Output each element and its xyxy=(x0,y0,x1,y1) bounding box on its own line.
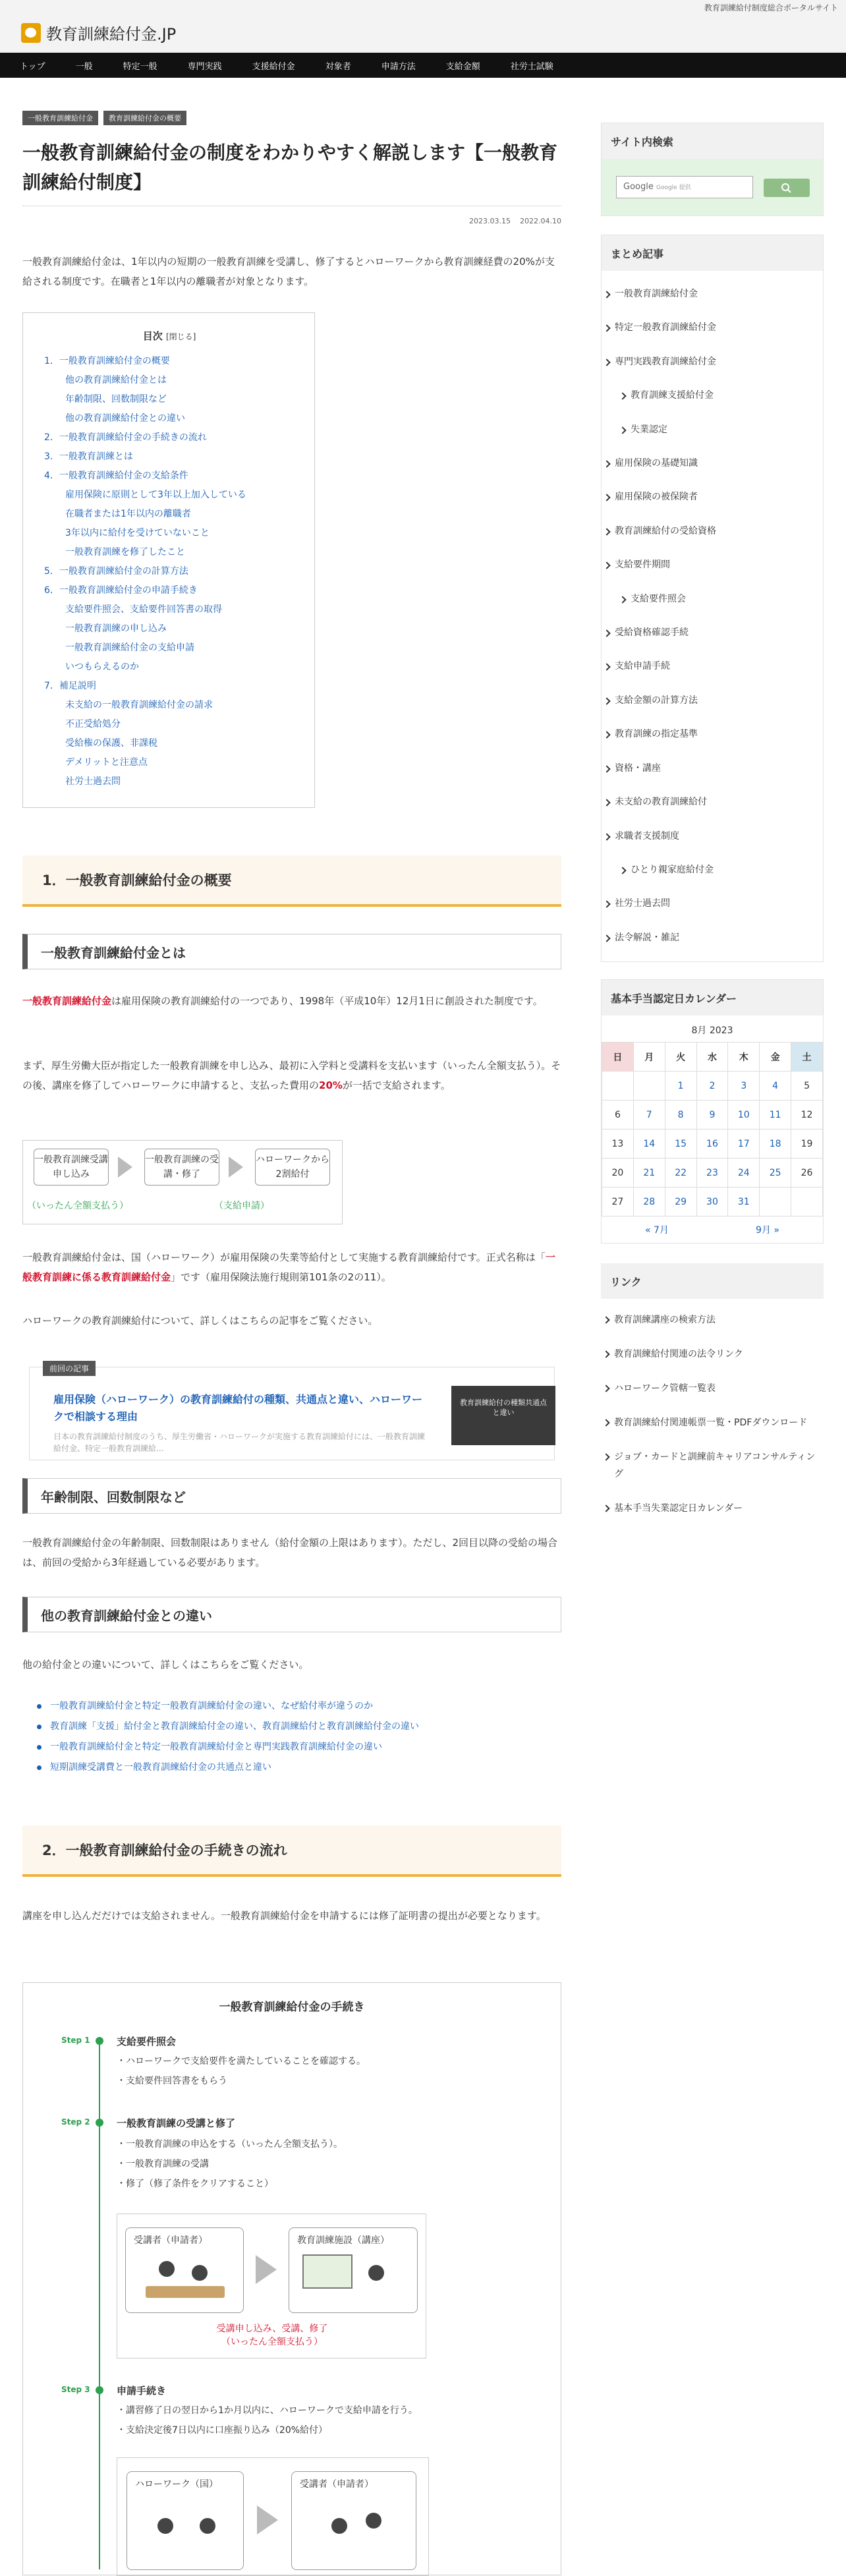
calendar-day: 6 xyxy=(602,1101,634,1130)
illustration-payment xyxy=(117,2457,429,2576)
paragraph-official-name: 一般教育訓練給付金は、国（ハローワーク）が雇用保険の失業等給付として実施する教育訓練給付です。正式名称は「一般教育訓練に係る教育訓練給付金」です（雇用保険法施行規則第101条の2の11）。 xyxy=(22,1251,555,1283)
table-of-contents xyxy=(22,312,315,808)
toc-item[interactable]: 在職者または1年以内の離職者 xyxy=(65,508,191,519)
search-title: サイト内検索 xyxy=(602,123,823,159)
calendar-day-link[interactable]: 25 xyxy=(769,1167,781,1178)
list-item[interactable]: 短期訓練受講費と一般教育訓練給付金の共通点と違い xyxy=(36,1758,550,1778)
calendar-day xyxy=(696,1159,728,1188)
toc-item[interactable]: 雇用保険に原則として3年以上加入している xyxy=(65,489,246,500)
search-widget xyxy=(601,123,824,216)
toc-item[interactable]: 2．一般教育訓練給付金の手続きの流れ xyxy=(44,432,207,443)
calendar-day xyxy=(728,1101,760,1130)
calendar-weekday: 木 xyxy=(728,1043,760,1072)
subheading-what-is: 一般教育訓練給付金とは xyxy=(22,934,561,969)
calendar-weekday: 日 xyxy=(602,1043,634,1072)
calendar-day-link[interactable]: 14 xyxy=(643,1138,656,1149)
related-article-card[interactable] xyxy=(29,1364,555,1460)
person-icon xyxy=(192,2265,208,2281)
toc-item[interactable]: 4．一般教育訓練給付金の支給条件 xyxy=(44,470,188,481)
arrow-icon xyxy=(229,1157,243,1178)
summary-item[interactable]: 雇用保険の被保険者 xyxy=(602,480,823,514)
list-item[interactable]: 一般教育訓練給付金と特定一般教育訓練給付金と専門実践教育訓練給付金の違い xyxy=(36,1737,550,1758)
subheading-limits: 年齢制限、回数制限など xyxy=(22,1478,561,1514)
sidebar-link[interactable]: 教育訓練給付関連の法令リンク xyxy=(601,1337,824,1371)
summary-item[interactable]: 求職者支援制度 xyxy=(602,820,823,853)
calendar-day: 13 xyxy=(602,1130,634,1159)
toc-title: 目次 [閉じる] xyxy=(142,329,196,342)
calendar-day-link[interactable]: 8 xyxy=(677,1109,684,1120)
arrow-icon xyxy=(118,1157,132,1178)
person-icon xyxy=(159,2261,175,2277)
illustration-enrollment xyxy=(117,2214,426,2359)
breadcrumb xyxy=(22,111,561,125)
nav-item-eligibility[interactable]: 対象者 xyxy=(325,61,351,72)
calendar-day xyxy=(633,1072,665,1101)
site-header xyxy=(0,14,846,53)
flow-caption-pay: （いったん全額支払う） xyxy=(27,1201,128,1211)
summary-title: まとめ記事 xyxy=(602,235,823,271)
site-tagline: 教育訓練給付制度総合ポータルサイト xyxy=(704,3,838,13)
step-heading: 一般教育訓練の受講と修了 xyxy=(117,2117,236,2129)
calendar-day xyxy=(760,1159,791,1188)
toc-item[interactable]: 他の教育訓練給付金とは xyxy=(65,374,167,386)
nav-item-specific-general[interactable]: 特定一般 xyxy=(123,61,157,72)
toc-item[interactable]: 未支給の一般教育訓練給付金の請求 xyxy=(65,699,213,710)
calendar-day-link[interactable]: 3 xyxy=(741,1080,747,1091)
step-label: Step 1 xyxy=(61,2036,90,2045)
calendar-day: 20 xyxy=(602,1159,634,1188)
nav-item-top[interactable]: トップ xyxy=(20,61,45,72)
illustration-caption: 受講申し込み、受講、修了 （いったん全額支払う） xyxy=(216,2324,328,2347)
calendar-day xyxy=(633,1130,665,1159)
paragraph-differences: 他の給付金との違いについて、詳しくはこちらをご覧ください。 xyxy=(22,1659,309,1671)
calendar-day-link[interactable]: 18 xyxy=(769,1138,781,1149)
calendar-day-link[interactable]: 31 xyxy=(737,1196,750,1207)
calendar-day xyxy=(696,1101,728,1130)
arrow-icon xyxy=(256,2255,277,2284)
summary-item[interactable]: 支給金額の計算方法 xyxy=(602,684,823,718)
calendar-day-link[interactable]: 30 xyxy=(706,1196,718,1207)
calendar-day-link[interactable]: 10 xyxy=(737,1109,750,1120)
toc-item[interactable]: 一般教育訓練の申し込み xyxy=(65,623,167,634)
calendar-day-link[interactable]: 11 xyxy=(769,1109,781,1120)
calendar-day-link[interactable]: 4 xyxy=(772,1080,779,1091)
logo-icon xyxy=(21,23,41,43)
calendar-day-link[interactable]: 17 xyxy=(737,1138,750,1149)
sidebar-link[interactable]: 教育訓練講座の検索方法 xyxy=(601,1303,824,1337)
nav-item-sharoushi[interactable]: 社労士試験 xyxy=(510,61,553,72)
breadcrumb-item[interactable]: 教育訓練給付金の概要 xyxy=(103,111,186,125)
summary-item[interactable]: 支給要件照会 xyxy=(602,583,823,616)
sidebar xyxy=(601,123,824,1532)
toc-item[interactable]: 6．一般教育訓練給付金の申請手続き xyxy=(44,585,198,596)
calendar-day-link[interactable]: 24 xyxy=(737,1167,750,1178)
step-line: ・一般教育訓練の受講 xyxy=(117,2159,209,2169)
calendar-day xyxy=(602,1072,634,1101)
calendar-day xyxy=(633,1159,665,1188)
calendar-day xyxy=(728,1130,760,1159)
calendar-day-link[interactable]: 23 xyxy=(706,1167,718,1178)
step-dot xyxy=(96,2037,103,2045)
summary-item[interactable]: 法令解説・雑記 xyxy=(602,921,823,955)
calendar-caption: 8月 2023 xyxy=(691,1025,733,1037)
step-heading: 支給要件照会 xyxy=(117,2036,177,2047)
main-content xyxy=(22,111,561,2490)
calendar-day xyxy=(728,1072,760,1101)
calendar-weekday: 土 xyxy=(791,1043,823,1072)
intro-paragraph: 一般教育訓練給付金は、1年以内の短期の一般教育訓練を受講し、修了するとハローワークから教育訓練経費の20%が支給される制度です。在職者と1年以内の離職者が対象となります。 xyxy=(22,255,555,287)
nav-item-amount[interactable]: 支給金額 xyxy=(445,61,480,72)
calendar-day xyxy=(791,1188,823,1216)
summary-item[interactable]: 教育訓練給付の受給資格 xyxy=(602,515,823,548)
card-label: 前回の記事 xyxy=(43,1361,96,1376)
calendar-day xyxy=(696,1130,728,1159)
calendar-title: 基本手当認定日カレンダー xyxy=(602,980,823,1016)
links-widget xyxy=(601,1263,824,1532)
calendar-weekday: 月 xyxy=(633,1043,665,1072)
calendar-day xyxy=(696,1188,728,1216)
top-bar xyxy=(0,0,846,14)
step-line: ・ハローワークで支給要件を満たしていることを確認する。 xyxy=(117,2056,366,2067)
step-line: ・講習修了日の翌日から1か月以内に、ハローワークで支給申請を行う。 xyxy=(117,2405,418,2416)
summary-item[interactable]: 教育訓練の指定基準 xyxy=(602,718,823,751)
calendar-day: 12 xyxy=(791,1101,823,1130)
calendar-widget xyxy=(601,979,824,1244)
step-label: Step 2 xyxy=(61,2117,90,2127)
search-button[interactable] xyxy=(764,179,810,197)
procedure-title: 一般教育訓練給付金の手続き xyxy=(219,2001,365,2014)
step-heading: 申請手続き xyxy=(117,2385,167,2397)
sidebar-link[interactable]: 基本手当失業認定日カレンダー xyxy=(601,1491,824,1526)
calendar-day xyxy=(633,1101,665,1130)
calendar-weekday: 金 xyxy=(760,1043,791,1072)
section-heading-1: 1．一般教育訓練給付金の概要 xyxy=(22,855,561,907)
calendar-day-link[interactable]: 9 xyxy=(709,1109,716,1120)
summary-widget xyxy=(601,235,824,962)
toc-item[interactable]: 支給要件照会、支給要件回答書の取得 xyxy=(65,604,222,615)
calendar-day: 19 xyxy=(791,1130,823,1159)
calendar-table xyxy=(602,1042,823,1216)
toc-item[interactable]: 社労士過去問 xyxy=(65,776,121,787)
summary-item[interactable]: 支給要件期間 xyxy=(602,548,823,582)
benefit-flow-diagram xyxy=(22,1140,343,1224)
step-line: ・一般教育訓練の申込をする（いったん全額支払う）。 xyxy=(117,2139,343,2150)
step-dot xyxy=(96,2386,103,2394)
card-title[interactable]: 雇用保険（ハローワーク）の教育訓練給付の種類、共通点と違い、ハローワークで相談する理由 xyxy=(53,1393,423,1423)
sidebar-link[interactable]: ジョブ・カードと訓練前キャリアコンサルティング xyxy=(601,1440,824,1491)
updated-date: 2022.04.10 xyxy=(520,216,561,225)
person-icon xyxy=(366,2513,381,2529)
calendar-day xyxy=(665,1101,696,1130)
summary-item[interactable]: 資格・講座 xyxy=(602,752,823,786)
calendar-day xyxy=(728,1159,760,1188)
post-dates xyxy=(22,206,561,225)
site-name[interactable]: 教育訓練給付金.JP xyxy=(46,25,177,43)
calendar-next-link[interactable]: 9月 » xyxy=(756,1225,779,1236)
calendar-day-link[interactable]: 15 xyxy=(675,1138,687,1149)
subheading-differences: 他の教育訓練給付金との違い xyxy=(22,1597,561,1632)
hellowork-panel: ハローワーク（国） xyxy=(127,2471,244,2570)
calendar-day xyxy=(760,1130,791,1159)
toc-item[interactable]: 5．一般教育訓練給付金の計算方法 xyxy=(44,565,188,577)
calendar-day-link[interactable]: 2 xyxy=(709,1080,716,1091)
toc-item[interactable]: 3年以内に給付を受けていないこと xyxy=(65,527,210,538)
card-excerpt: 日本の教育訓練給付制度のうち、厚生労働省・ハローワークが実施する教育訓練給付には、一般教育訓練給付金、特定一般教育訓練給... xyxy=(53,1432,426,1453)
toc-item[interactable]: 不正受給処分 xyxy=(65,718,121,730)
flow-caption-apply: （支給申請） xyxy=(214,1201,269,1211)
nav-item-professional[interactable]: 専門実践 xyxy=(187,61,222,72)
calendar-day: 5 xyxy=(791,1072,823,1101)
calendar-day xyxy=(633,1188,665,1216)
sidebar-link[interactable]: ハローワーク管轄一覧表 xyxy=(601,1371,824,1406)
toc-item[interactable]: 他の教育訓練給付金との違い xyxy=(65,413,185,424)
calendar-day xyxy=(728,1188,760,1216)
step-label: Step 3 xyxy=(61,2385,90,2394)
summary-item[interactable]: ひとり親家庭給付金 xyxy=(602,853,823,887)
toc-item[interactable]: 一般教育訓練給付金の支給申請 xyxy=(65,642,194,653)
calendar-day xyxy=(665,1188,696,1216)
paragraph-payment: まず、厚生労働大臣が指定した一般教育訓練を申し込み、最初に入学料と受講料を支払います（いったん全額支払う）。その後、講座を修了してハローワークに申請すると、支払った費用の20%が一括で支給されます。 xyxy=(22,1060,561,1091)
flow-step-apply: 一般教育訓練受講申し込み xyxy=(34,1149,109,1186)
search-input[interactable]: Google Google 提供 xyxy=(616,176,753,198)
page-title: 一般教育訓練給付金の制度をわかりやすく解説します【一般教育訓練給付制度】 xyxy=(22,142,558,193)
paragraph-procedure: 講座を申し込んだだけでは支給されません。一般教育訓練給付金を申請するには修了証明書の提出が必要となります。 xyxy=(22,1910,546,1922)
flow-step-benefit: ハローワークから2割給付 xyxy=(255,1149,330,1186)
nav-item-application[interactable]: 申請方法 xyxy=(381,61,416,72)
calendar-day xyxy=(665,1072,696,1101)
calendar-day xyxy=(696,1072,728,1101)
calendar-day xyxy=(665,1130,696,1159)
calendar-day-link[interactable]: 21 xyxy=(643,1167,656,1178)
summary-item[interactable]: 専門実践教育訓練給付金 xyxy=(602,345,823,379)
toc-item[interactable]: 一般教育訓練を修了したこと xyxy=(65,546,185,558)
toc-item[interactable]: 受給権の保護、非課税 xyxy=(65,737,157,749)
step-line: ・支給決定後7日以内に口座振り込み（20%給付） xyxy=(117,2425,328,2436)
comparison-links xyxy=(36,1696,550,1778)
summary-item[interactable]: 教育訓練支援給付金 xyxy=(602,379,823,413)
paragraph-definition: 一般教育訓練給付金は雇用保険の教育訓練給付の一つであり、1998年（平成10年）12月1日に創設された制度です。 xyxy=(22,995,543,1007)
nav-item-general[interactable]: 一般 xyxy=(75,61,93,72)
step-line: ・支給要件回答書をもらう xyxy=(117,2076,227,2086)
summary-item[interactable]: 未支給の教育訓練給付 xyxy=(602,786,823,819)
search-icon xyxy=(764,179,810,197)
paragraph-see-more: ハローワークの教育訓練給付について、詳しくはこちらの記事をご覧ください。 xyxy=(22,1315,378,1327)
calendar-day xyxy=(665,1159,696,1188)
person-icon xyxy=(331,2518,347,2534)
toc-item[interactable]: 7．補足説明 xyxy=(44,680,96,691)
trainee-panel: 受講者（申請者） xyxy=(125,2227,244,2313)
calendar-day xyxy=(760,1188,791,1216)
list-item[interactable]: 一般教育訓練給付金と特定一般教育訓練給付金の違い、なぜ給付率が違うのか xyxy=(36,1696,550,1717)
desk-icon xyxy=(146,2286,225,2298)
global-nav xyxy=(0,53,846,78)
summary-item[interactable]: 特定一般教育訓練給付金 xyxy=(602,311,823,345)
whiteboard-icon xyxy=(302,2254,352,2289)
institution-panel: 教育訓練施設（講座） xyxy=(289,2227,418,2313)
section-heading-2: 2．一般教育訓練給付金の手続きの流れ xyxy=(22,1825,561,1877)
flow-step-attend: 一般教育訓練の受講・修了 xyxy=(144,1149,219,1186)
summary-item[interactable]: 一般教育訓練給付金 xyxy=(602,277,823,311)
calendar-day-link[interactable]: 22 xyxy=(675,1167,687,1178)
person-icon xyxy=(368,2265,384,2281)
person-icon xyxy=(157,2518,173,2534)
calendar-day xyxy=(760,1072,791,1101)
card-thumbnail[interactable]: 教育訓練給付の種類共通点と違い xyxy=(451,1386,555,1445)
calendar-weekday: 水 xyxy=(696,1043,728,1072)
calendar-day-link[interactable]: 16 xyxy=(706,1138,718,1149)
procedure-box xyxy=(22,1982,561,2575)
published-date: 2023.03.15 xyxy=(469,216,511,225)
paragraph-limits: 一般教育訓練給付金の年齢制限、回数制限はありません（給付金額の上限はあります）。ただし、2回目以降の受給の場合は、前回の受給から3年経過している必要があります。 xyxy=(22,1537,558,1568)
breadcrumb-item[interactable]: 一般教育訓練給付金 xyxy=(22,111,98,125)
sidebar-link[interactable]: 教育訓練給付関連帳票一覧・PDFダウンロード xyxy=(601,1406,824,1440)
toc-toggle[interactable]: [閉じる] xyxy=(165,331,196,341)
toc-item[interactable]: 1．一般教育訓練給付金の概要 xyxy=(44,355,170,366)
summary-item[interactable]: 受給資格確認手続 xyxy=(602,616,823,650)
site-logo[interactable] xyxy=(21,21,176,44)
calendar-prev-link[interactable]: « 7月 xyxy=(645,1225,669,1236)
calendar-day-link[interactable]: 1 xyxy=(677,1080,684,1091)
toc-item[interactable]: デメリットと注意点 xyxy=(65,757,148,768)
step-dot xyxy=(96,2119,103,2127)
summary-item[interactable]: 失業認定 xyxy=(602,413,823,447)
toc-item[interactable]: 年齢制限、回数制限など xyxy=(65,393,167,405)
calendar-day-link[interactable]: 29 xyxy=(675,1196,687,1207)
calendar-weekday: 火 xyxy=(665,1043,696,1072)
calendar-day: 27 xyxy=(602,1188,634,1216)
calendar-day-link[interactable]: 28 xyxy=(643,1196,656,1207)
step-line: ・修了（修了条件をクリアすること） xyxy=(117,2179,273,2189)
toc-item[interactable]: いつもらえるのか xyxy=(65,661,139,672)
summary-item[interactable]: 支給申請手続 xyxy=(602,650,823,683)
summary-item[interactable]: 社労士過去問 xyxy=(602,887,823,921)
list-item[interactable]: 教育訓練「支援」給付金と教育訓練給付金の違い、教育訓練給付と教育訓練給付金の違い xyxy=(36,1717,550,1737)
calendar-day-link[interactable]: 7 xyxy=(646,1109,652,1120)
person-icon xyxy=(200,2518,215,2534)
links-title: リンク xyxy=(601,1263,824,1299)
summary-item[interactable]: 雇用保険の基礎知識 xyxy=(602,447,823,480)
nav-item-support-benefit[interactable]: 支援給付金 xyxy=(252,61,295,72)
applicant-panel: 受講者（申請者） xyxy=(291,2471,416,2570)
arrow-icon xyxy=(257,2505,278,2534)
toc-item[interactable]: 3．一般教育訓練とは xyxy=(44,451,133,462)
calendar-day: 26 xyxy=(791,1159,823,1188)
calendar-day xyxy=(760,1101,791,1130)
